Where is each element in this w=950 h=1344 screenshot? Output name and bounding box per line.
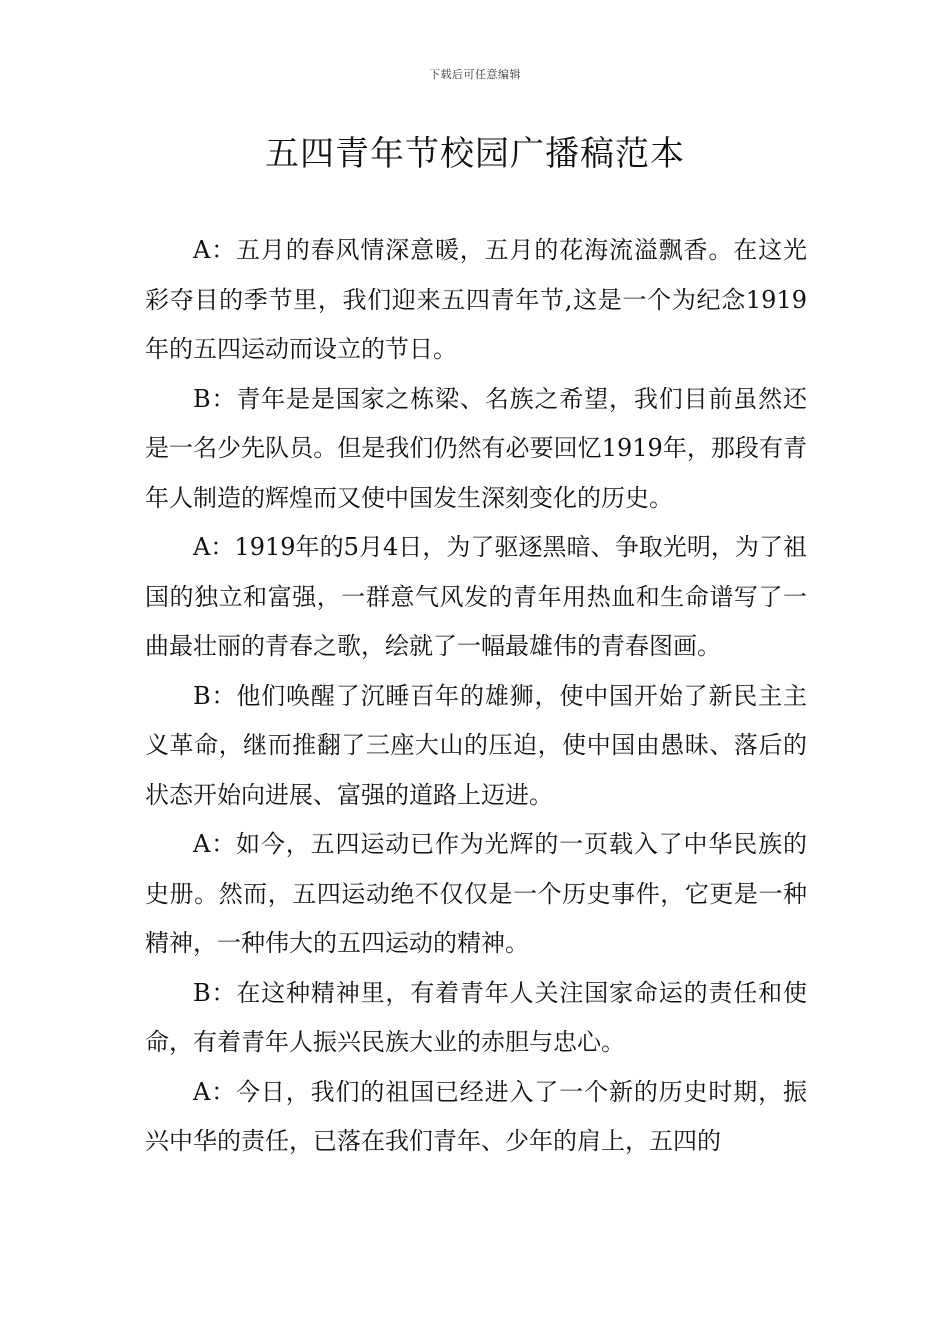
page-header-note: 下载后可任意编辑 [429, 68, 521, 81]
paragraph: A：五月的春风情深意暖，五月的花海流溢飘香。在这光彩夺目的季节里，我们迎来五四青年节,这是一个为纪念1919年的五四运动而设立的节日。 [145, 236, 807, 363]
paragraph: B：在这种精神里，有着青年人关注国家命运的责任和使命，有着青年人振兴民族大业的赤胆与忠心。 [145, 978, 807, 1056]
paragraph: A：如今，五四运动已作为光辉的一页载入了中华民族的史册。然而，五四运动绝不仅仅是一个历史事件，它更是一种精神，一种伟大的五四运动的精神。 [145, 830, 807, 957]
paragraph: A：今日，我们的祖国已经进入了一个新的历史时期，振兴中华的责任，已落在我们青年、少年的肩上，五四的 [145, 1077, 807, 1155]
paragraph: A：1919年的5月4日，为了驱逐黑暗、争取光明，为了祖国的独立和富强，一群意气风发的青年用热血和生命谱写了一曲最壮丽的青春之歌，绘就了一幅最雄伟的青春图画。 [145, 533, 807, 660]
paragraph: B：他们唤醒了沉睡百年的雄狮，使中国开始了新民主主义革命，继而推翻了三座大山的压迫，使中国由愚昧、落后的状态开始向进展、富强的道路上迈进。 [145, 681, 807, 809]
document-title: 五四青年节校园广播稿范本 [265, 134, 685, 174]
paragraph: B：青年是是国家之栋梁、名族之希望，我们目前虽然还是一名少先队员。但是我们仍然有必要回忆1919年，那段有青年人制造的辉煌而又使中国发生深刻变化的历史。 [145, 384, 807, 512]
document-body [145, 226, 807, 1167]
